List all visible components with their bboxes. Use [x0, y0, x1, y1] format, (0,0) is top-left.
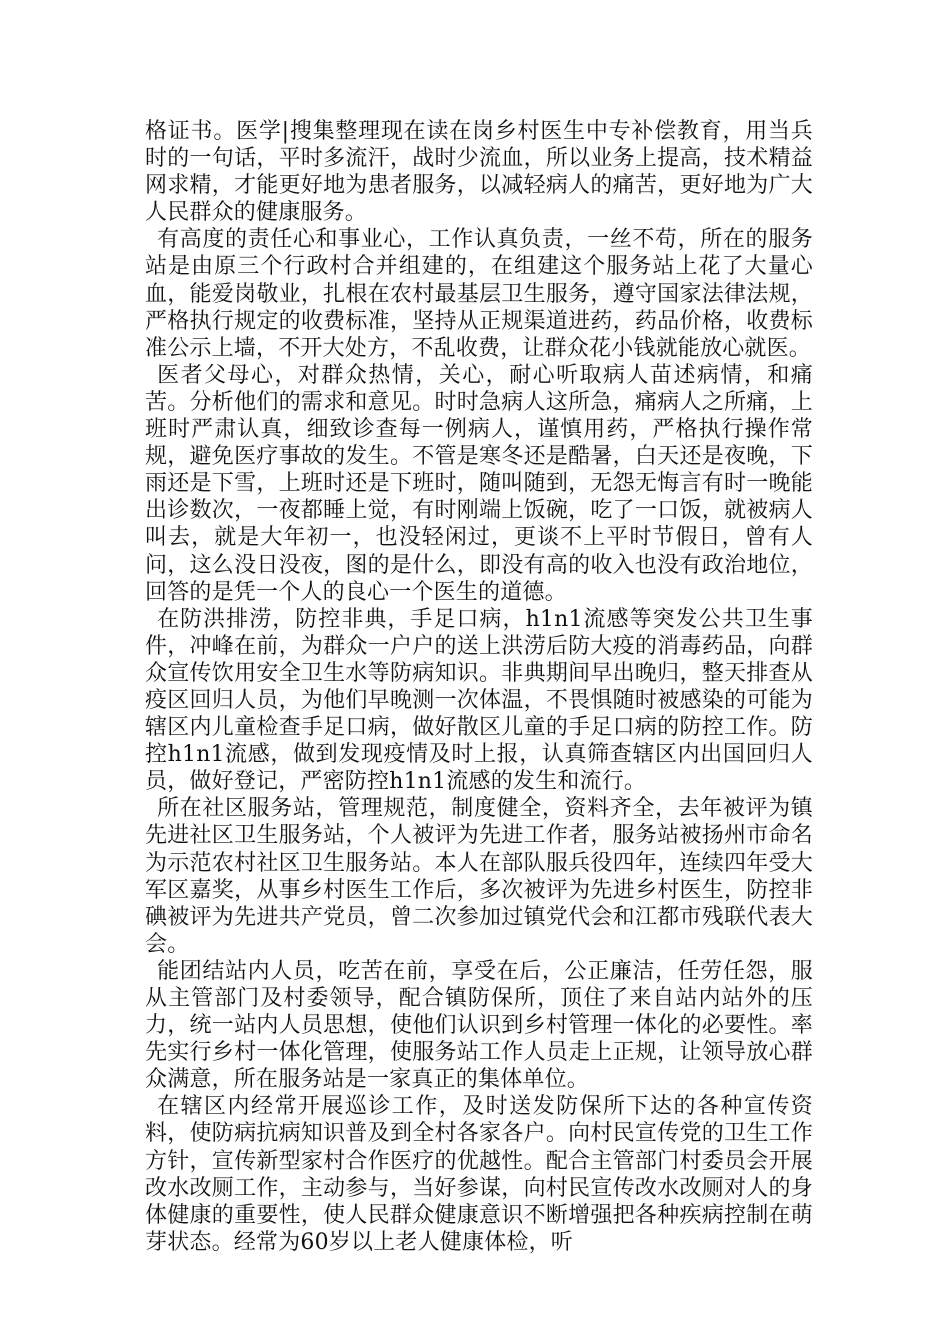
paragraph-7: 在辖区内经常开展巡诊工作，及时送发防保所下达的各种宣传资料，使防病抗病知识普及到全村各家各户。向村民宣传党的卫生工作方针，宣传新型家村合作医疗的优越性。配合主管部门村委员会开展改水改厕工作，主动参与，当好参谋，向村民宣传改水改厕对人的身体健康的重要性，使人民群众健康意识不断增强把各种疾病控制在萌芽状态。经常为60岁以上老人健康体检，听	[145, 1094, 813, 1255]
paragraph-5: 所在社区服务站，管理规范，制度健全，资料齐全，去年被评为镇先进社区卫生服务站，个人被评为先进工作者，服务站被扬州市命名为示范农村社区卫生服务站。本人在部队服兵役四年，连续四年受大军区嘉奖，从事乡村医生工作后，多次被评为先进乡村医生，防控非碘被评为先进共产党员，曾二次参加过镇党代会和江都市残联代表大会。	[145, 796, 813, 957]
paragraph-6: 能团结站内人员，吃苦在前，享受在后，公正廉洁，任劳任怨，服从主管部门及村委领导，配合镇防保所，顶住了来自站内站外的压力，统一站内人员思想，使他们认识到乡村管理一体化的必要性。率先实行乡村一体化管理，使服务站工作人员走上正规，让领导放心群众满意，所在服务站是一家真正的集体单位。	[145, 958, 813, 1093]
paragraph-4: 在防洪排涝，防控非典，手足口病，h1n1流感等突发公共卫生事件，冲峰在前，为群众一户户的送上洪涝后防大疫的消毒药品，向群众宣传饮用安全卫生水等防病知识。非典期间早出晚归，整天排查从疫区回归人员，为他们早晚测一次体温，不畏惧随时被感染的可能为辖区内儿童检查手足口病，做好散区儿童的手足口病的防控工作。防控h1n1流感，做到发现疫情及时上报，认真筛查辖区内出国回归人员，做好登记，严密防控h1n1流感的发生和流行。	[145, 606, 813, 795]
paragraph-3: 医者父母心，对群众热情，关心，耐心听取病人苗述病情，和痛苦。分析他们的需求和意见。时时急病人这所急，痛病人之所痛，上班时严肃认真，细致诊查每一例病人，谨慎用药，严格执行操作常规，避免医疗事故的发生。不管是寒冬还是酷暑，白天还是夜晚，下雨还是下雪，上班时还是下班时，随叫随到，无怨无悔言有时一晚能出诊数次，一夜都睡上觉，有时刚端上饭碗，吃了一口饭，就被病人叫去，就是大年初一，也没轻闲过，更谈不上平时节假日，曾有人问，这么没日没夜，图的是什么，即没有高的收入也没有政治地位，回答的是凭一个人的良心一个医生的道德。	[145, 362, 813, 605]
paragraph-2: 有高度的责任心和事业心，工作认真负责，一丝不苟，所在的服务站是由原三个行政村合并组建的，在组建这个服务站上花了大量心血，能爱岗敬业，扎根在农村最基层卫生服务，遵守国家法律法规，严格执行规定的收费标准，坚持从正规渠道进药，药品价格，收费标准公示上墙，不开大处方，不乱收费，让群众花小钱就能放心就医。	[145, 227, 813, 361]
paragraph-1: 格证书。医学|搜集整理现在读在岗乡村医生中专补偿教育，用当兵时的一句话，平时多流汗，战时少流血，所以业务上提高，技术精益网求精，才能更好地为患者服务，以减轻病人的痛苦，更好地为广大人民群众的健康服务。	[145, 119, 813, 226]
document-page	[145, 118, 813, 1256]
